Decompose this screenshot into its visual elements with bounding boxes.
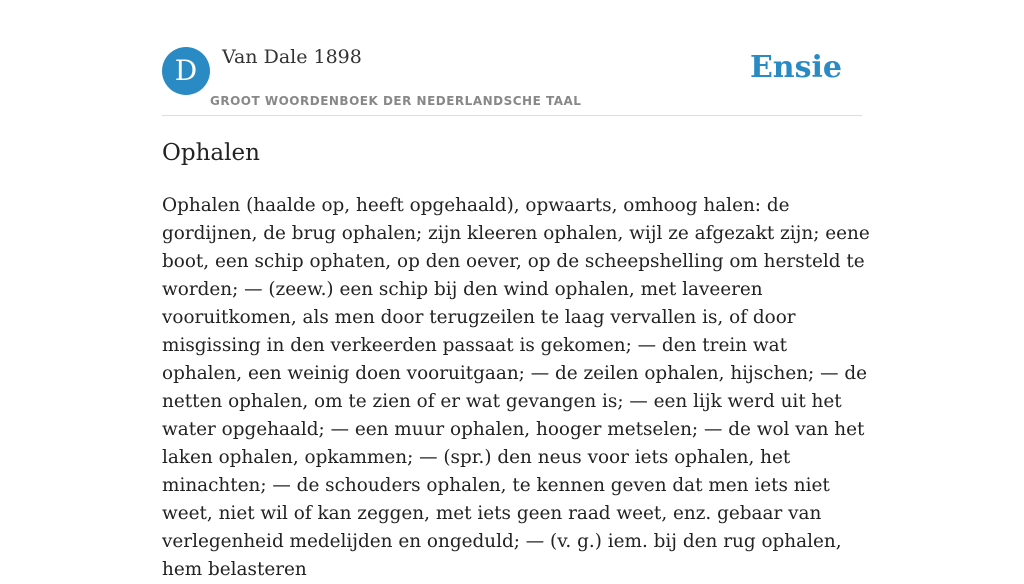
entry-definition: Ophalen (haalde op, heeft opgehaald), opwaarts, omhoog halen: de gordijnen, de brug ophalen; zijn kleeren ophalen, wijl ze afgezakt zijn; eene boot, een schip ophaten, op den oever, op de scheepshelling om hersteld te worden; — (zeew.) een schip bij den wind ophalen, met laveeren vooruitkomen, als men door terugzeilen te laag vervallen is, of door misgissing in den verkeerden passaat is gekomen; — den trein wat ophalen, een weinig doen vooruitgaan; — de zeilen ophalen, hijschen; — de netten ophalen, om te zien of er wat gevangen is; — een lijk werd uit het water opgehaald; — een muur ophalen, hooger metselen; — de wol van het laken ophalen, opkammen; — (spr.) den neus voor iets ophalen, het minachten; — de schouders ophalen, te kennen geven dat men iets niet weet, niet wil of kan zeggen, met iets geen raad weet, enz. gebaar van verlegenheid medelijden en ongeduld; — (v. g.) iem. bij den rug ophalen, hem belasteren <box>162 195 870 580</box>
ensie-logo[interactable]: Ensie <box>749 50 842 85</box>
entry-title: Ophalen <box>162 140 260 166</box>
dictionary-header <box>162 44 862 116</box>
dictionary-logo-icon[interactable]: D <box>162 47 210 95</box>
dictionary-subtitle: GROOT WOORDENBOEK DER NEDERLANDSCHE TAAL <box>210 94 582 108</box>
dictionary-title[interactable]: Van Dale 1898 <box>222 46 362 68</box>
header-divider <box>162 115 862 116</box>
